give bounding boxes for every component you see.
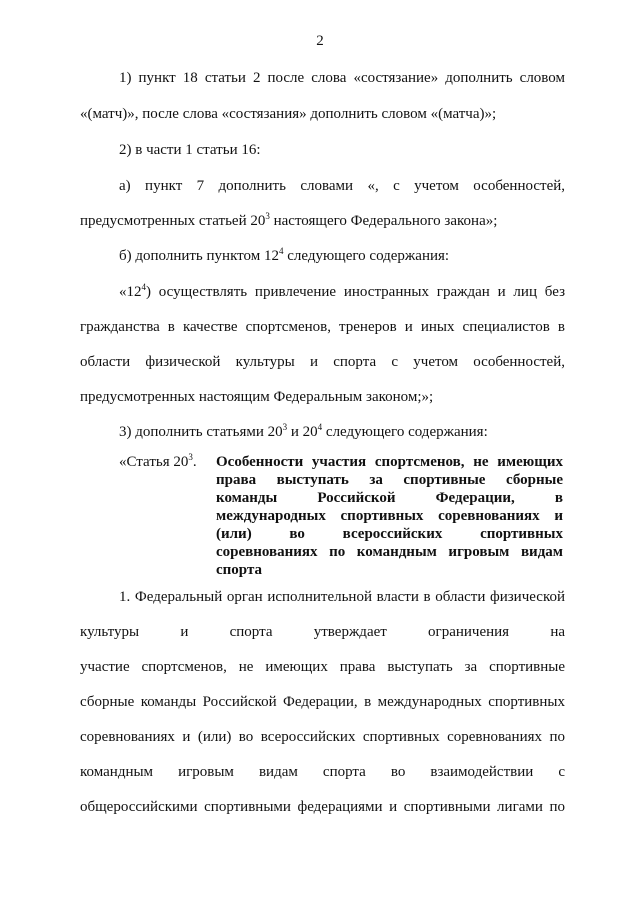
paragraph-7-line-7: общероссийскими спортивными федерациями и спортивными лигами по (80, 799, 565, 815)
superscript: 4 (317, 422, 323, 432)
paragraph-5-line-3: области физической культуры и спорта с учетом особенностей, (80, 354, 565, 370)
article-title-line: спорта (216, 562, 262, 578)
paragraph-7-line-4: сборные команды Российской Федерации, в международных спортивных (80, 694, 565, 710)
superscript: 3 (188, 452, 193, 462)
superscript: 4 (141, 282, 146, 292)
article-title-line: соревнованиях по командным игровым видам (216, 544, 563, 560)
article-title-line: Особенности участия спортсменов, не имеющих (216, 454, 563, 470)
paragraph-1-line-2: «(матч)», после слова «состязания» дополнить словом «(матча)»; (80, 106, 497, 122)
paragraph-3-line-2: предусмотренных статьей $20^3$ настоящего Федерального закона»; (80, 211, 498, 229)
paragraph-7-line-1: 1. Федеральный орган исполнительной власти в области физической (119, 589, 565, 605)
paragraph-5-line-4: предусмотренных настоящим Федеральным законом;»; (80, 389, 434, 405)
paragraph-7-line-6: командным игровым видам спорта во взаимодействии с (80, 764, 565, 780)
superscript: 3 (282, 422, 288, 432)
paragraph-7-line-2: культуры и спорта утверждает ограничения на (80, 624, 565, 640)
paragraph-1-line-1: 1) пункт 18 статьи 2 после слова «состязание» дополнить словом (119, 70, 565, 86)
article-title (216, 453, 563, 579)
superscript: 4 (278, 246, 284, 256)
article-title-line: права выступать за спортивные сборные (216, 472, 563, 488)
article-label: «Статья $20^3$. (119, 452, 197, 470)
paragraph-5-line-2: гражданства в качестве спортсменов, тренеров и иных специалистов в (80, 319, 565, 335)
article-title-line: команды Российской Федерации, в (216, 490, 563, 506)
paragraph-5-line-1: «$12^4$) осуществлять привлечение иностранных граждан и лиц без (119, 282, 565, 300)
paragraph-2: 2) в части 1 статьи 16: (119, 142, 261, 158)
paragraph-7-line-5: соревнованиях и (или) во всероссийских спортивных соревнованиях по (80, 729, 565, 745)
paragraph-7-line-3: участие спортсменов, не имеющих права выступать за спортивные (80, 659, 565, 675)
paragraph-4: б) дополнить пунктом $12^4$ следующего содержания: (119, 246, 450, 264)
page-number: 2 (316, 33, 324, 49)
superscript: 3 (265, 211, 270, 221)
paragraph-3-line-1: а) пункт 7 дополнить словами «, с учетом особенностей, (119, 178, 565, 194)
article-title-line: (или) во всероссийских спортивных (216, 526, 563, 542)
paragraph-6: 3) дополнить статьями $20^3$ и $20^4$ следующего содержания: (119, 422, 488, 440)
article-title-line: международных спортивных соревнованиях и (216, 508, 563, 524)
